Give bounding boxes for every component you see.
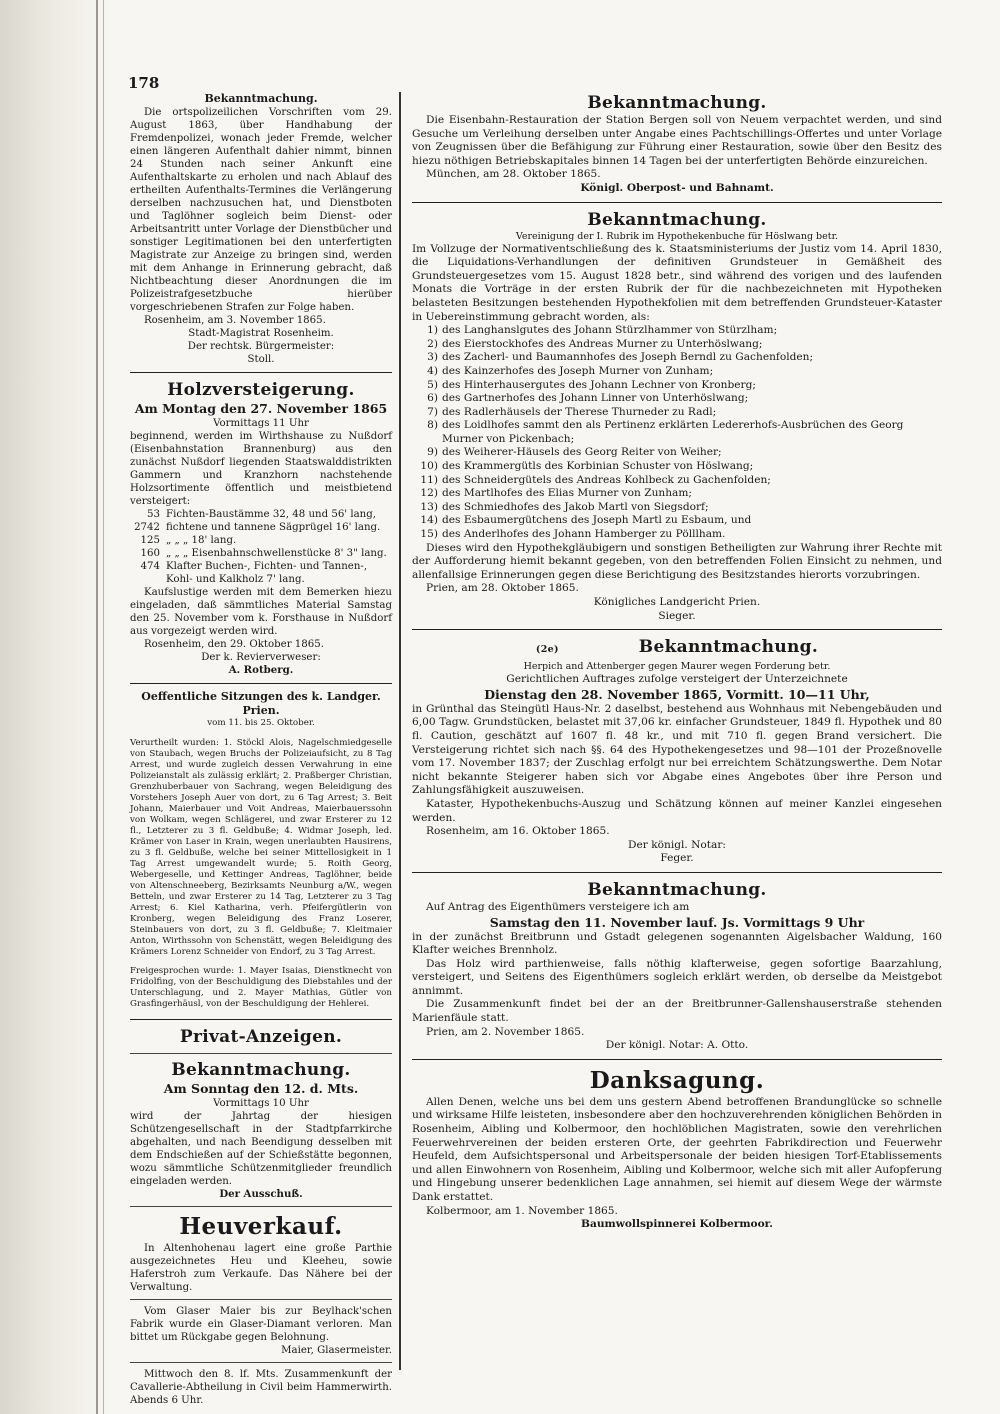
signature: Der Ausschuß. <box>219 1188 303 1201</box>
notice-title <box>412 636 942 661</box>
property-item <box>412 338 942 352</box>
property-item <box>412 365 942 379</box>
left-column <box>130 92 392 1407</box>
item-text: des Loidlhofes sammt den als Pertinenz erklärten Ledererhofs-Ausbrüchen des Georg Murner von Pickenbach; <box>442 419 904 445</box>
item-number: 13) <box>420 500 438 513</box>
notice-body: Verurtheilt wurden: 1. Stöckl Alois, Nagelschmiedgeselle von Staubach, wegen Bruchs der Polizeiaufsicht, zu 8 Tag Arrest, und wurde zugleich dessen Verwahrung in eine Polizeianstalt als zulässig erklärt; 2. Praßberger Christian, Grenzhuberbauer von Sachrang, wegen Beleidigung des Vorstehers Joseph Auer von dort, zu 6 Tag Arrest; 3. Beit Johann, Maierbauer und Voit Andreas, Maierbauerssohn von Wolkam, wegen Schlägerei, und zwar Ersterer zu 12 fl., Letzterer zu 3 fl. Geldbuße; 4. Widmar Joseph, led. Krämer von Laser in Krain, wegen unerlaubten Hausirens, zu 3 fl. Geldbuße, welche bei seiner Mittellosigkeit in 1 Tag Arrest umgewandelt wurde; 5. Roith Georg, Webergeselle, und Kettinger Andreas, Taglöhner, beide von Altenschneeberg, Bezirksamts Neunburg a/W., wegen Betteln, und zwar Ersterer zu 14 Tag, Letzterer zu 3 Tag Arrest; 6. Kiel Katharina, verh. Pfeifergütlerin von Kronberg, wegen Beleidigung des Franz Loserer, Steinbauers von dort, zu 3 fl. Geldbuße; 7. Kleitmaier Anton, Wirthssohn von Schenstätt, wegen Beleidigung des Krämers Lorenz Schneider von Endorf, zu 3 Tag Arrest. <box>130 737 392 957</box>
lot-description: fichtene und tannene Sägprügel 16' lang. <box>166 522 381 533</box>
notice-title: Bekanntmachung. <box>171 1060 351 1081</box>
binding-line-secondary <box>103 0 104 1414</box>
place-date: Rosenheim, am 16. Oktober 1865. <box>426 825 610 838</box>
notice-body-3: Die Zusammenkunft findet bei der an der Breitbrunner-Gallenshauserstraße stehenden Marienfäule statt. <box>412 998 942 1025</box>
place-date: Prien, am 2. November 1865. <box>426 1025 585 1038</box>
property-item <box>412 528 942 542</box>
item-number: 7) <box>427 405 438 418</box>
separator <box>130 1299 392 1300</box>
item-text: des Eierstockhofes des Andreas Murner zu Unterhöslwang; <box>442 337 763 350</box>
notice-body: Vom Glaser Maier bis zur Beylhack'schen Fabrik wurde ein Glaser-Diamant verloren. Man bittet um Rückgabe gegen Belohnung. <box>130 1306 392 1344</box>
authority: Königliches Landgericht Prien. <box>593 596 761 608</box>
lot-row <box>130 547 392 560</box>
item-text: des Esbaumergütchens des Joseph Martl zu Esbaum, und <box>442 514 752 527</box>
lot-row <box>130 521 392 534</box>
notice-intro: Gerichtlichen Auftrages zufolge versteigert der Unterzeichnete <box>506 673 848 686</box>
auction-date: Dienstag den 28. November 1865, Vormitt. 10—11 Uhr, <box>484 686 870 702</box>
item-text: des Radlerhäusels der Therese Thurneder zu Radl; <box>442 405 717 418</box>
notice-title: Heuverkauf. <box>179 1213 343 1241</box>
notice-court-sessions <box>130 690 392 1010</box>
notice-body: in der zunächst Breitbrunn und Gstadt gelegenen sogenannten Aigelsbacher Waldung, 160 Klafter weiches Brennholz. <box>412 930 942 957</box>
lot-description: „ „ „ 18' lang. <box>166 535 237 546</box>
item-text: des Schmiedhofes des Jakob Martl von Siegsdorf; <box>442 500 709 513</box>
notice-acquittals: Freigesprochen wurde: 1. Mayer Isaias, Dienstknecht von Fridolfing, von der Beschuldigung des Diebstahles und der Unterschlagung, und 2. Mayer Mathias, Gütler von Grasfingerhäusl, von der Beschuldigung der Hehlerei. <box>130 966 392 1010</box>
notice-heuverkauf <box>130 1212 392 1294</box>
lot-quantity: 474 <box>140 561 160 572</box>
item-number: 2) <box>427 337 438 350</box>
property-item <box>412 474 942 488</box>
lot-quantity: 53 <box>147 509 160 520</box>
notice-body-2: Das Holz wird parthienweise, falls nöthig klafterweise, gegen sofortige Baarzahlung, versteigert, und Seitens des Eigenthümers sogleich erklärt werden, ob derselbe da Meistgebot annimmt. <box>412 957 942 997</box>
signatory-role: Der rechtsk. Bürgermeister: <box>187 341 335 352</box>
notice-title: Oeffentliche Sitzungen des k. Landger. Prien. <box>141 690 381 717</box>
property-item <box>412 406 942 420</box>
place-date: München, am 28. Oktober 1865. <box>426 168 601 181</box>
event-date: Am Sonntag den 12. d. Mts. <box>163 1081 359 1097</box>
item-text: des Krammergütls des Korbinian Schuster von Höslwang; <box>442 460 754 473</box>
notice-title: Bekanntmachung. <box>587 209 767 230</box>
place-date: Rosenheim, den 29. Oktober 1865. <box>144 639 324 650</box>
property-item <box>412 460 942 474</box>
item-text: des Weiherer-Häusels des Georg Reiter von Weiher; <box>442 446 722 459</box>
notice-schuetzen <box>130 1059 392 1201</box>
signatory-role: Der königl. Notar: <box>628 838 726 851</box>
notice-body: beginnend, werden im Wirthshause zu Nußdorf (Eisenbahnstation Brannenburg) aus den zunächst Nußdorf liegenden Staatswalddistrikten Gammern und Kranzhorn nachstehende Holzsortimente öffentlich und meistbietend versteigert: <box>130 431 392 507</box>
item-text: des Hinterhausergutes des Johann Lechner von Kronberg; <box>442 378 756 391</box>
separator <box>130 1053 392 1054</box>
signature: Maier, Glasermeister. <box>281 1345 392 1357</box>
page-number: 178 <box>128 74 160 92</box>
notice-subtitle: Herpich and Attenberger gegen Maurer wegen Forderung betr. <box>523 661 831 673</box>
notice-closing: Kataster, Hypothekenbuchs-Auszug und Schätzung können auf meiner Kanzlei eingesehen werden. <box>412 797 942 824</box>
separator <box>130 683 392 684</box>
separator <box>130 1019 392 1020</box>
item-number: 1) <box>427 324 438 337</box>
place-date: Kolbermoor, am 1. November 1865. <box>426 1204 618 1217</box>
notice-body: in Grünthal das Steingütl Haus-Nr. 2 daselbst, bestehend aus Wohnhaus mit Nebengebäuden und 6,00 Tagw. Grundstücken, belastet mit 37,06 kr. einfacher Grundsteuer, 1849 fl. Hypothek und 80 fl. Caution, geschätzt auf 1607 fl. 48 kr., und mit 710 fl. gegen Brand versichert. Die Versteigerung richtet sich nach §§. 64 des Hypothekengesetzes und 98—101 der Prozeßnovelle vom 17. November 1837; der Zuschlag erfolgt nur bei erreichtem Schätzungswerthe. Dem Notar nicht bekannte Steigerer haben sich vor Abgabe eines Angebotes über ihre Person und Zahlungsfähigkeit auszuweisen. <box>412 702 942 797</box>
signatory-name: A. Rotberg. <box>228 664 294 676</box>
item-text: des Gartnerhofes des Johann Linner von Unterhöslwang; <box>442 392 749 405</box>
lot-description: „ „ „ Eisenbahnschwellenstücke 8' 3" lang. <box>166 548 387 559</box>
auction-date: Samstag den 11. November lauf. Js. Vormittags 9 Uhr <box>489 914 865 930</box>
notice-glaser-diamant <box>130 1305 392 1357</box>
binding-line <box>96 0 98 1414</box>
property-item <box>412 351 942 365</box>
property-item <box>412 392 942 406</box>
property-item <box>412 487 942 501</box>
item-number: 11) <box>420 473 438 486</box>
item-number: 10) <box>420 460 438 473</box>
item-number: 3) <box>427 351 438 364</box>
property-item <box>412 446 942 460</box>
notice-title: Holzversteigerung. <box>167 380 355 400</box>
item-number: 15) <box>420 528 438 541</box>
item-text: des Zacherl- und Baumannhofes des Joseph Berndl zu Gachenfolden; <box>442 351 814 364</box>
lot-row <box>130 534 392 547</box>
event-time: Vormittags 10 Uhr <box>213 1098 309 1110</box>
item-text: des Martlhofes des Elias Murner von Zunham; <box>442 487 692 500</box>
notice-subtitle: Vereinigung der I. Rubrik im Hypothekenbuche für Höslwang betr. <box>515 230 839 242</box>
notice-brennholz-versteigerung <box>412 879 942 1053</box>
item-text: des Langhanslgutes des Johann Stürzlhammer von Stürzlham; <box>442 324 778 337</box>
notice-title: Danksagung. <box>589 1066 765 1094</box>
lot-row <box>130 508 392 521</box>
signature: Der königl. Notar: A. Otto. <box>605 1039 749 1052</box>
item-text: des Anderlhofes des Johann Hamberger zu Pölllham. <box>442 528 726 541</box>
right-column <box>412 92 942 1232</box>
notice-reference: (2e) <box>535 644 559 656</box>
separator <box>130 372 392 373</box>
item-number: 12) <box>420 487 438 500</box>
notice-body: Die Eisenbahn-Restauration der Station Bergen soll von Neuem verpachtet werden, und sind Gesuche um Verleihung derselben unter Angabe eines Pachtschillings-Offertes und unter Vorlage von Zeugnissen über die Befähigung zur Führung einer Restauration, sowie über den Besitz des hiezu nöthigen Betriebskapitales binnen 14 Tagen bei der unterfertigten Behörde einzureichen. <box>412 114 942 167</box>
item-number: 14) <box>420 514 438 527</box>
column-divider <box>399 92 401 1370</box>
signatory-name: Stoll. <box>247 354 275 365</box>
separator <box>130 1362 392 1363</box>
notice-intro: Auf Antrag des Eigenthümers versteigere ich am <box>426 900 690 913</box>
notice-subtitle: vom 11. bis 25. Oktober. <box>207 718 315 728</box>
separator <box>412 1059 942 1060</box>
item-number: 4) <box>427 364 438 377</box>
item-text: des Schneidergütels des Andreas Kohlbeck zu Gachenfolden; <box>442 473 771 486</box>
authority: Königl. Oberpost- und Bahnamt. <box>580 181 774 194</box>
item-number: 6) <box>427 392 438 405</box>
item-number: 5) <box>427 378 438 391</box>
lot-description: Klafter Buchen-, Fichten- und Tannen-, Kohl- und Kalkholz 7' lang. <box>166 561 368 585</box>
lot-quantity: 125 <box>140 535 160 546</box>
authority: Baumwollspinnerei Kolbermoor. <box>581 1218 773 1231</box>
notice-holzversteigerung <box>130 379 392 677</box>
notice-body: Allen Denen, welche uns bei dem uns gestern Abend betroffenen Brandunglücke so schnelle und wirksame Hilfe leisteten, insbesondere aber den hochzuverehrenden königlichen Behörden in Rosenheim, Aibling und Kolbermoor, den hochlöblichen Magistraten, sowie den verehrlichen Feuerwehrvereinen der beiden ersteren Orte, der geehrten Fabrikdirection und Feuerwehr Heufeld, dem Aufsichtspersonal und Arbeitspersonale der beiden hiesigen Torf-Etablissements und allen Einwohnern von Rosenheim, Aibling und Kolbermoor, welche sich mit aller Aufopferung und Hingebung unserer bedenklichen Lage annahmen, sei hiemit auf diesem Wege der wärmste Dank erstattet. <box>412 1095 942 1203</box>
item-number: 8) <box>427 419 438 432</box>
notice-title: Bekanntmachung. <box>587 879 767 900</box>
item-number: 9) <box>427 446 438 459</box>
property-item <box>412 419 942 446</box>
notice-title-text: Bekanntmachung. <box>638 637 819 658</box>
item-text: des Kainzerhofes des Joseph Murner von Zunham; <box>442 364 714 377</box>
notice-title: Bekanntmachung. <box>587 93 767 113</box>
place-date: Rosenheim, am 3. November 1865. <box>144 315 326 326</box>
property-item <box>412 514 942 528</box>
signatory-role: Der k. Revierverweser: <box>201 652 321 663</box>
authority: Stadt-Magistrat Rosenheim. <box>188 328 334 339</box>
signatory-name: Feger. <box>660 852 694 865</box>
notice-cavallerie <box>130 1368 392 1407</box>
auction-time: Vormittags 11 Uhr <box>213 418 309 429</box>
notice-hypothekenbuch <box>412 209 942 624</box>
separator <box>130 1206 392 1207</box>
notice-title: Bekanntmachung. <box>204 92 318 105</box>
notice-body: In Altenhohenau lagert eine große Parthie ausgezeichnetes Heu und Kleeheu, sowie Haferstroh zum Verkaufe. Das Nähere bei der Verwaltung. <box>130 1243 392 1294</box>
notice-body: Die ortspolizeilichen Vorschriften vom 29. August 1863, über Handhabung der Fremdenpolizei, wonach jeder Fremde, welcher einen längeren Aufenthalt dahier nimmt, binnen 24 Stunden nach seiner Ankunft eine Aufenthaltskarte zu erholen und nach Ablauf des ertheilten Aufenthalts-Termines die Verlängerung derselben nachzusuchen hat, und Dienstboten und Taglöhner sogleich beim Dienst- oder Arbeitsantritt unter Vorlage der Dienstbücher und sonstiger Legitimationen bei den unterfertigten Magistrate zur Anzeige zu bringen sind, werden mit dem Anhange in Erinnerung gebracht, daß Nichtbeachtung dieser Anordnungen die im Polizeistrafgesetzbuche hierüber vorgeschriebenen Strafen zur Folge haben. <box>130 107 392 313</box>
lot-description: Fichten-Baustämme 32, 48 und 56' lang, <box>166 509 377 520</box>
notice-body: Mittwoch den 8. lf. Mts. Zusammenkunft der Cavallerie-Abtheilung in Civil beim Hammerwirth. Abends 6 Uhr. <box>130 1369 392 1407</box>
notice-steingut-versteigerung <box>412 636 942 866</box>
notice-fremdenpolizei <box>130 92 392 366</box>
property-item <box>412 501 942 515</box>
property-item <box>412 324 942 338</box>
section-title: Privat-Anzeigen. <box>179 1027 343 1048</box>
separator <box>412 872 942 873</box>
lot-quantity: 160 <box>140 548 160 559</box>
notice-bahnrestauration <box>412 92 942 196</box>
lot-row <box>130 560 392 586</box>
place-date: Prien, am 28. Oktober 1865. <box>426 582 579 595</box>
notice-closing: Dieses wird den Hypothekgläubigern und sonstigen Betheiligten zur Wahrung ihrer Rechte mit der Aufforderung hiemit bekannt gegeben, von den betreffenden Folien Einsicht zu nehmen, und allenfallsige Erinnerungen gegen diese Berichtigung des Besitzstandes hierorts vorzubringen. <box>412 541 942 581</box>
separator <box>412 629 942 630</box>
notice-body: Im Vollzuge der Normativentschließung des k. Staatsministeriums der Justiz vom 14. April 1830, die Liquidations-Verhandlungen der definitiven Grundsteuer in Gemäßheit des Grundsteuergesetzes vom 15. August 1828 betr., sind während des vorigen und des laufenden Monats die Vorträge in der ersten Rubrik der für die nachbezeichneten mit Hypotheken belasteten Besitzungen bestehenden Hypothekfolien mit dem betreffenden Grundsteuer-Kataster in Uebereinstimmung gebracht worden, als: <box>412 242 942 323</box>
notice-closing: Kaufslustige werden mit dem Bemerken hiezu eingeladen, daß sämmtliches Material Samstag den 25. November vom k. Forsthause in Nußdorf aus vorgezeigt werden wird. <box>130 587 392 637</box>
property-item <box>412 379 942 393</box>
signatory-name: Sieger. <box>658 609 696 622</box>
auction-date: Am Montag den 27. November 1865 <box>134 401 388 416</box>
lot-quantity: 2742 <box>134 522 160 533</box>
separator <box>412 202 942 203</box>
notice-body: wird der Jahrtag der hiesigen Schützengesellschaft in der Stadtpfarrkirche abgehalten, und nach Beendigung desselben mit dem Endschießen auf der Schießstätte begonnen, wozu sämmtliche Schützenmitglieder freundlich eingeladen werden. <box>130 1111 392 1188</box>
notice-danksagung <box>412 1066 942 1232</box>
